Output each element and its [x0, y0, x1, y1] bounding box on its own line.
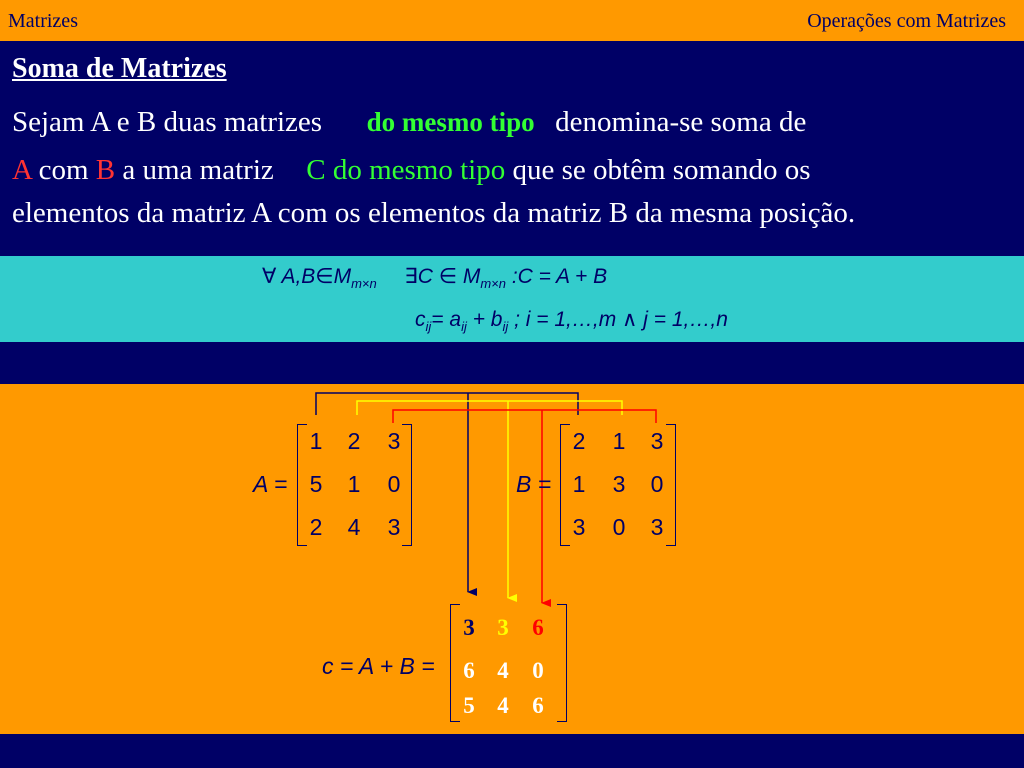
header-left-title: Matrizes [8, 10, 78, 32]
matrix-b-cell: 3 [650, 514, 664, 540]
formula-subscript: ij [425, 319, 432, 335]
matrix-a-cell: 2 [309, 514, 323, 540]
matrix-a-cell: 0 [387, 471, 401, 497]
matrix-b-cell: 3 [650, 428, 664, 454]
matrix-b-cell: 0 [612, 514, 626, 540]
formula-part: ; i = 1,…,m ∧ j = 1,…,n [514, 308, 728, 331]
formula-part: ∃C ∈ M [404, 265, 481, 288]
highlight-text: B [95, 154, 116, 186]
formula-part: = a [431, 308, 462, 331]
result-cell: 0 [532, 658, 544, 683]
formula-part: c [415, 308, 426, 331]
section-title: Soma de Matrizes [12, 53, 227, 84]
result-cell: 3 [463, 615, 475, 640]
matrix-a-label: A = [253, 471, 288, 497]
matrix-a-cell: 3 [387, 514, 401, 540]
text-segment: que se obtêm somando os [512, 154, 811, 186]
formula-subscript: m×n [480, 276, 506, 292]
result-cell: 3 [497, 615, 509, 640]
paragraph-line-3: elementos da matriz A com os elementos da matriz B da mesma posição. [12, 197, 856, 229]
matrix-b-cell: 0 [650, 471, 664, 497]
matrix-a-cell: 4 [347, 514, 361, 540]
result-label: c = A + B = [322, 653, 435, 679]
formula-part: A,B∈M [281, 265, 352, 288]
forall-symbol: ∀ [262, 265, 277, 288]
navy-connector [316, 393, 578, 415]
highlight-text: do mesmo tipo [366, 107, 535, 137]
matrix-b-cell: 3 [572, 514, 586, 540]
matrix-b-cell: 2 [572, 428, 586, 454]
result-cell: 5 [463, 693, 475, 718]
text-segment: a uma matriz [122, 154, 274, 186]
matrix-b-label: B = [516, 471, 552, 497]
text-segment: com [38, 154, 89, 186]
text-segment: Sejam A e B duas matrizes [12, 106, 323, 138]
header-right-title: Operações com Matrizes [807, 10, 1006, 32]
formula-subscript: ij [502, 319, 509, 335]
highlight-text: A [12, 154, 32, 186]
matrix-b-cell: 1 [572, 471, 586, 497]
highlight-text: C do mesmo tipo [306, 154, 506, 186]
red-connector [393, 410, 656, 423]
matrix-a-cell: 1 [347, 471, 361, 497]
matrix-b-cell: 3 [612, 471, 626, 497]
matrix-a-cell: 5 [309, 471, 323, 497]
result-cell: 6 [463, 658, 475, 683]
text-segment: denomina-se soma de [555, 106, 807, 138]
formula-part: + b [472, 308, 503, 331]
matrix-a-cell: 3 [387, 428, 401, 454]
result-cell: 6 [532, 615, 544, 640]
formula-part: :C = A + B [511, 265, 608, 288]
formula-subscript: ij [461, 319, 467, 335]
matrix-a-cell: 1 [309, 428, 323, 454]
matrix-a-cell: 2 [347, 428, 361, 454]
result-cell: 4 [497, 658, 509, 683]
result-cell: 6 [532, 693, 544, 718]
matrix-b-cell: 1 [612, 428, 626, 454]
yellow-connector [357, 401, 622, 415]
result-right-bracket [557, 604, 567, 722]
result-cell: 4 [497, 693, 509, 718]
formula-subscript: m×n [351, 276, 377, 292]
